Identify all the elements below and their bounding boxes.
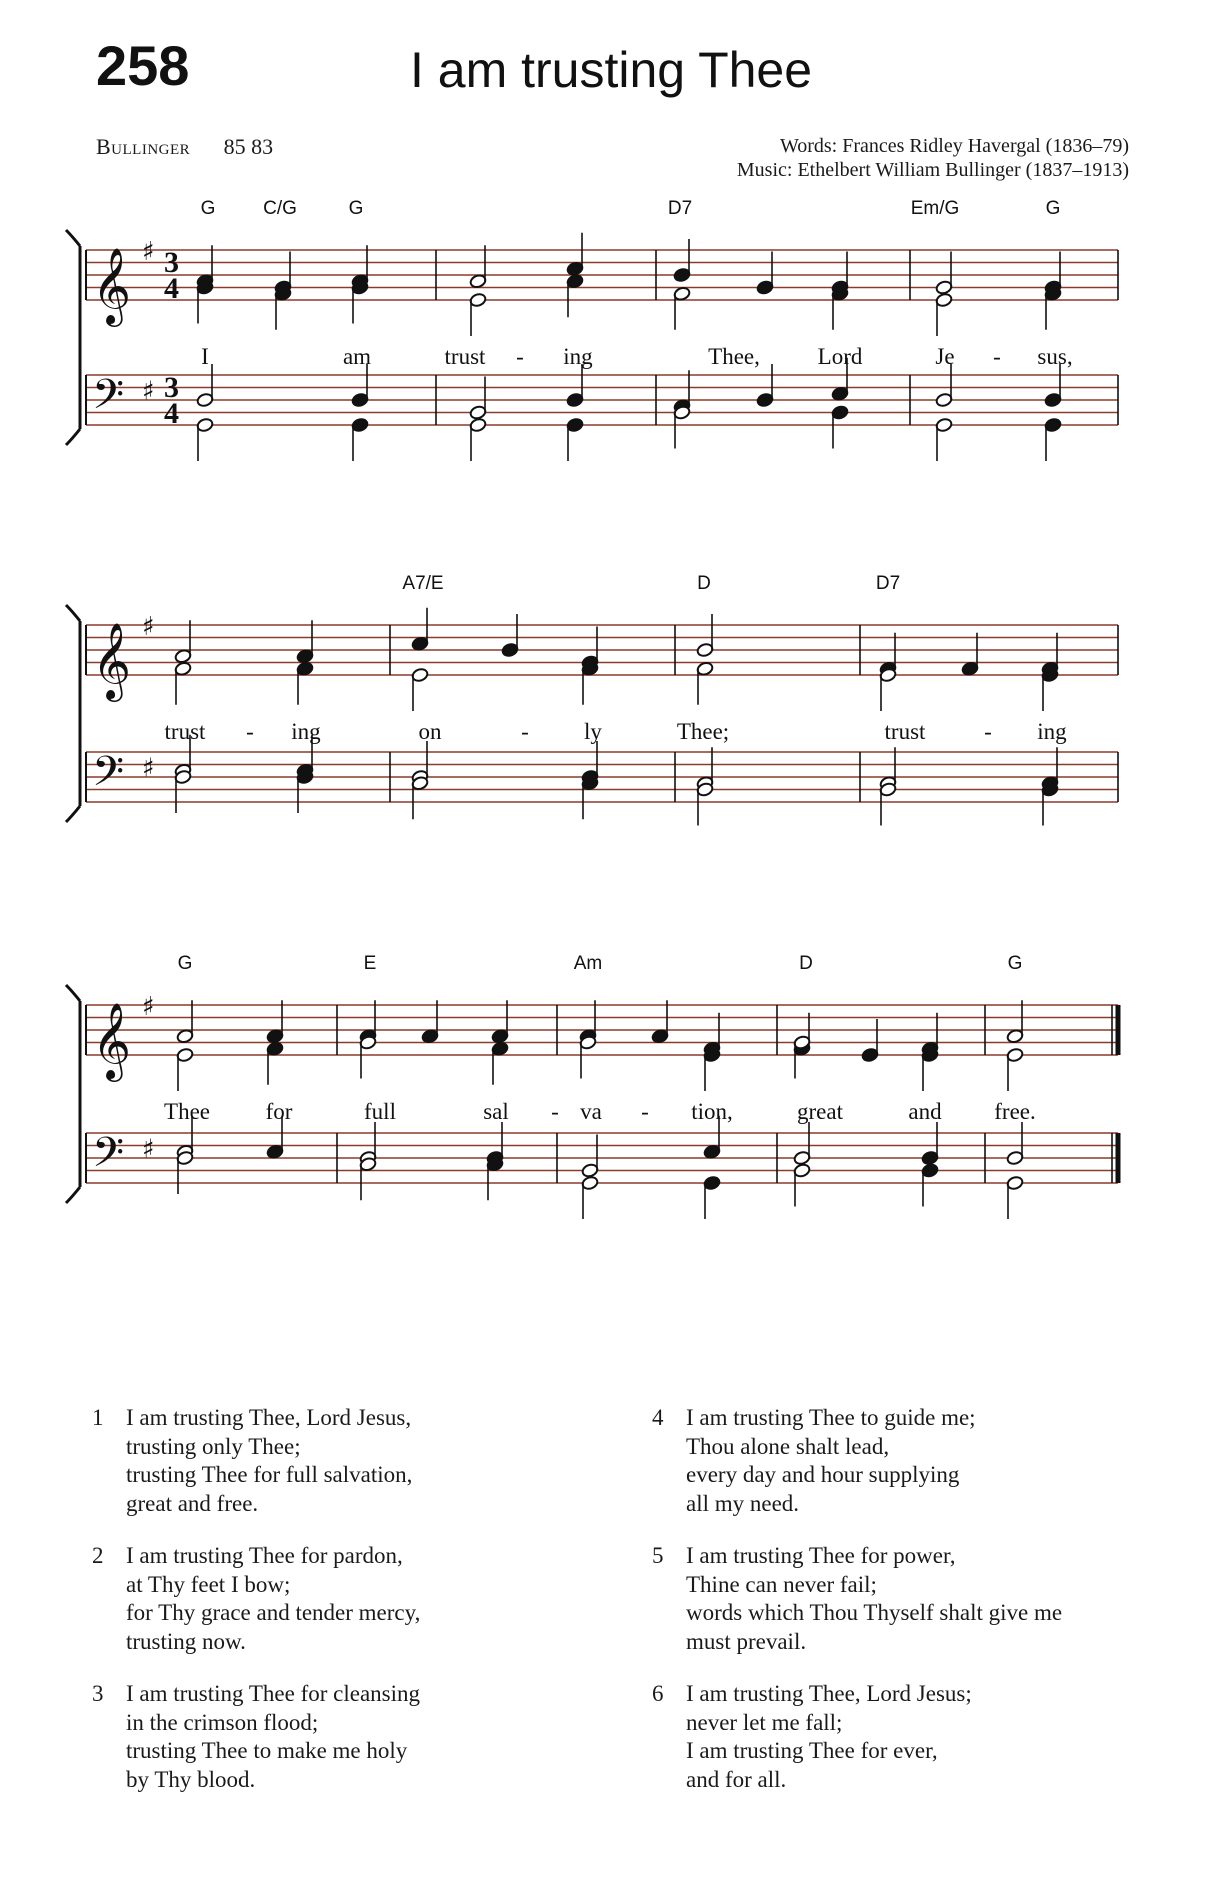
lyric-syllable: Je bbox=[935, 344, 955, 369]
verse-line: trusting now. bbox=[126, 1628, 246, 1654]
lyric-syllable: sus, bbox=[1037, 344, 1073, 369]
verse-6 bbox=[652, 1680, 1152, 1794]
chord-symbol: C/G bbox=[263, 198, 297, 219]
lyric-syllable: ing bbox=[1037, 719, 1067, 744]
lyric-syllable: tion, bbox=[691, 1099, 733, 1124]
verse-line: trusting Thee to make me holy bbox=[126, 1738, 408, 1763]
verse-line: I am trusting Thee, Lord Jesus, bbox=[126, 1405, 412, 1430]
lyric-syllable: and bbox=[908, 1099, 942, 1124]
lyric-syllable: - bbox=[551, 1099, 559, 1124]
verse-line: trusting only Thee; bbox=[126, 1433, 301, 1459]
hymn-number: 258 bbox=[96, 34, 190, 97]
verse-line: and for all. bbox=[686, 1766, 787, 1792]
chord-symbol: D bbox=[697, 573, 711, 594]
verse-number: 5 bbox=[652, 1543, 664, 1568]
verse-4 bbox=[652, 1404, 1152, 1518]
verse-line: I am trusting Thee, Lord Jesus; bbox=[686, 1681, 972, 1706]
verse-line: Thine can never fail; bbox=[686, 1571, 877, 1597]
verse-2 bbox=[92, 1542, 592, 1656]
chord-symbol: D7 bbox=[875, 573, 901, 594]
lyric-syllable: - bbox=[984, 719, 992, 744]
lyric-syllable: - bbox=[993, 344, 1001, 369]
lyric-syllable: sal bbox=[483, 1099, 509, 1124]
verse-line: I am trusting Thee for power, bbox=[686, 1543, 956, 1568]
treble-clef-icon: 𝄞 bbox=[92, 622, 132, 699]
verse-line: must prevail. bbox=[686, 1628, 807, 1654]
verse-line: all my need. bbox=[686, 1490, 800, 1516]
verse-number: 4 bbox=[652, 1405, 664, 1430]
verse-line: at Thy feet I bow; bbox=[126, 1571, 291, 1597]
chord-symbol: G bbox=[200, 198, 216, 219]
lyric-syllable: - bbox=[521, 719, 529, 744]
music-credit: Music: Ethelbert William Bullinger (1837–1913) bbox=[736, 159, 1129, 181]
verse-1 bbox=[92, 1404, 592, 1518]
lyric-syllable: ly bbox=[584, 719, 602, 744]
chord-symbol: D bbox=[799, 953, 813, 974]
lyric-syllable: ing bbox=[291, 719, 321, 744]
lyric-syllable: - bbox=[246, 719, 254, 744]
verse-line: great and free. bbox=[126, 1490, 259, 1516]
lyric-syllable: Thee; bbox=[676, 719, 730, 744]
lyric-syllable: great bbox=[797, 1099, 843, 1124]
words-credit: Words: Frances Ridley Havergal (1836–79) bbox=[779, 135, 1129, 157]
time-signature-top: 3 bbox=[164, 246, 179, 279]
verse-line: I am trusting Thee to guide me; bbox=[686, 1405, 976, 1430]
treble-clef-icon: 𝄞 bbox=[92, 1002, 132, 1079]
lyric-syllable: - bbox=[641, 1099, 649, 1124]
chord-symbol: G bbox=[348, 198, 364, 219]
chord-symbol: D7 bbox=[667, 198, 693, 219]
verse-line: never let me fall; bbox=[686, 1709, 843, 1735]
lyric-syllable: for bbox=[265, 1099, 293, 1124]
verse-line: I am trusting Thee for pardon, bbox=[126, 1543, 403, 1568]
system-bracket bbox=[66, 230, 80, 445]
bass-clef-icon: 𝄢 bbox=[92, 747, 125, 806]
chord-symbol: G bbox=[1007, 953, 1023, 974]
treble-clef-icon: 𝄞 bbox=[92, 247, 132, 324]
lyric-syllable: on bbox=[418, 719, 442, 744]
verse-line: I am trusting Thee for ever, bbox=[686, 1738, 938, 1763]
lyric-syllable: trust bbox=[444, 344, 486, 369]
lyric-syllable: full bbox=[364, 1099, 396, 1124]
verse-5 bbox=[652, 1542, 1152, 1656]
time-signature-top: 3 bbox=[164, 371, 179, 404]
chord-symbol: Am bbox=[573, 953, 603, 974]
chord-symbol: E bbox=[363, 953, 377, 974]
lyric-syllable: va bbox=[580, 1099, 602, 1124]
lyric-syllable: trust bbox=[164, 719, 206, 744]
lyric-syllable: trust bbox=[884, 719, 926, 744]
verse-line: for Thy grace and tender mercy, bbox=[126, 1600, 421, 1625]
system-bracket bbox=[66, 605, 80, 822]
lyric-syllable: Lord bbox=[817, 344, 863, 369]
lyric-syllable: I bbox=[201, 344, 209, 369]
sharp-icon: ♯ bbox=[142, 612, 155, 642]
time-signature-bottom: 4 bbox=[164, 397, 179, 430]
chord-symbol: Em/G bbox=[910, 198, 960, 219]
sharp-icon: ♯ bbox=[142, 1134, 155, 1165]
verse-number: 3 bbox=[92, 1681, 104, 1706]
sharp-icon: ♯ bbox=[142, 992, 155, 1022]
system-bracket bbox=[66, 985, 80, 1203]
bass-clef-icon: 𝄢 bbox=[92, 1128, 125, 1187]
lyric-syllable: Thee, bbox=[708, 344, 760, 369]
lyric-syllable: ing bbox=[563, 344, 593, 369]
lyric-syllable: am bbox=[342, 344, 372, 369]
verse-line: every day and hour supplying bbox=[686, 1462, 960, 1487]
time-signature-bottom: 4 bbox=[164, 272, 179, 305]
verse-line: Thou alone shalt lead, bbox=[686, 1433, 890, 1459]
sharp-icon: ♯ bbox=[142, 237, 155, 267]
verse-line: I am trusting Thee for cleansing bbox=[126, 1681, 421, 1706]
verse-line: in the crimson flood; bbox=[126, 1709, 319, 1735]
sharp-icon: ♯ bbox=[142, 376, 155, 407]
hymn-title: I am trusting Thee bbox=[410, 42, 813, 98]
meter: 85 83 bbox=[223, 134, 274, 159]
music-system-2 bbox=[66, 605, 1118, 826]
chord-symbol: G bbox=[1045, 198, 1061, 219]
verse-line: by Thy blood. bbox=[126, 1766, 256, 1792]
sharp-icon: ♯ bbox=[142, 753, 155, 784]
tune-name: Bullinger bbox=[96, 134, 191, 159]
verse-line: trusting Thee for full salvation, bbox=[126, 1462, 413, 1487]
bass-clef-icon: 𝄢 bbox=[92, 370, 125, 429]
lyric-syllable: Thee bbox=[164, 1099, 210, 1124]
lyric-syllable: free. bbox=[994, 1099, 1036, 1124]
lyric-syllable: - bbox=[516, 344, 524, 369]
verse-number: 1 bbox=[92, 1405, 104, 1430]
chord-symbol: A7/E bbox=[402, 573, 444, 594]
verse-line: words which Thou Thyself shalt give me bbox=[686, 1600, 1063, 1625]
verse-number: 2 bbox=[92, 1543, 104, 1568]
verse-3 bbox=[92, 1680, 592, 1794]
verse-number: 6 bbox=[652, 1681, 664, 1706]
chord-symbol: G bbox=[177, 953, 193, 974]
